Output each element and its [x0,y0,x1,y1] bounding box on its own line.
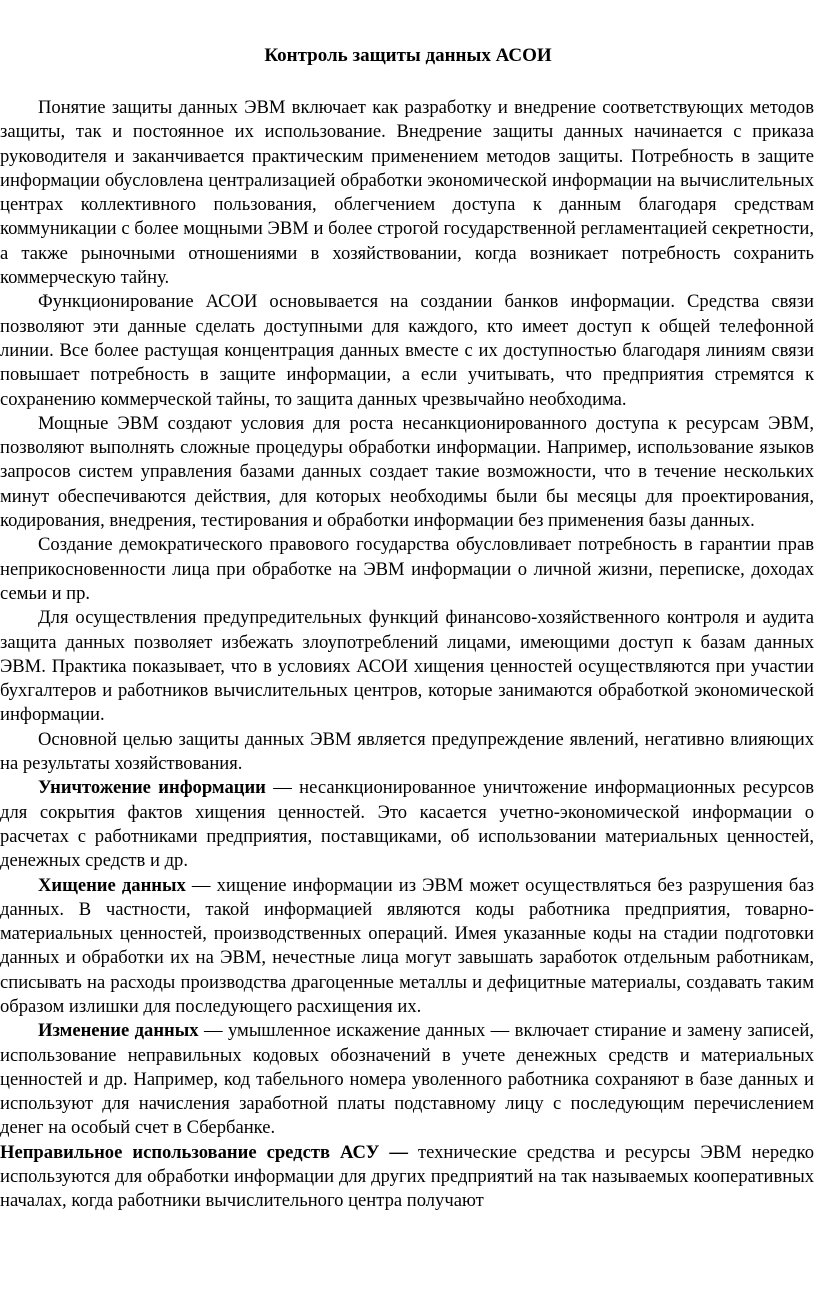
paragraph-democratic-state: Создание демократического правового государства обусловливает потребность в гарантии прав неприкосновенности лица при обработке на ЭВМ информации о личной жизни, переписке, доходах семьи и пр. [0,534,814,604]
document-body [0,96,814,1214]
paragraph-audit-control: Для осуществления предупредительных функций финансово-хозяйственного контроля и аудита защита данных позволяет избежать злоупотреблений лицами, имеющими доступ к базам данных ЭВМ. Практика показывает, что в условиях АСОИ хищения ценностей осуществляются при участии бухгалтеров и работников вычислительных центров, которые занимаются обработкой экономической информации. [0,607,814,726]
term-destruction: Уничтожение информации [38,777,266,799]
definition-destruction: — несанкционированное уничтожение информационных ресурсов для сокрытия фактов хищения ценностей. Это касается учетно-экономической информации о расчетах с работниками предприятия, поставщиками, об использовании материальных ценностей, денежных средств и др. [0,777,814,872]
paragraph-powerful-computers: Мощные ЭВМ создают условия для роста несанкционированного доступа к ресурсам ЭВМ, позволяют выполнять сложные процедуры обработки информации. Например, использование языков запросов систем управления базами данных создает такие возможности, что в течение нескольких минут обеспечиваются действия, для которых необходимы были бы месяцы для проектирования, кодирования, внедрения, тестирования и обработки информации без применения базы данных. [0,412,814,532]
paragraph-misuse [0,1141,814,1214]
paragraph-modification [0,1019,814,1140]
definition-modification: — умышленное искажение данных — включает стирание и замену записей, использование неправильных кодовых обозначений в учете денежных средств и материальных ценностей и др. Например, код табельного номера уволенного работника сохраняют в базе данных и используют для начисления заработной платы подставному лицу с последующим перечислением денег на особый счет в Сбербанке. [0,1020,814,1139]
term-modification: Изменение данных [38,1020,199,1042]
paragraph-information-banks: Функционирование АСОИ основывается на создании банков информации. Средства связи позволяют эти данные сделать доступными для каждого, кто имеет доступ к общей телефонной линии. Все более растущая концентрация данных вместе с их доступностью благодаря линиям связи повышает потребность в защите информации, а если учитывать, что предприятия стремятся к сохранению коммерческой тайны, то защита данных чрезвычайно необходима. [0,291,814,410]
document-title: Контроль защиты данных АСОИ [264,45,552,66]
term-misuse: Неправильное использование средств АСУ — [0,1141,408,1163]
paragraph-theft [0,874,814,1020]
paragraph-destruction [0,776,814,873]
paragraph-intro: Понятие защиты данных ЭВМ включает как разработку и внедрение соответствующих методов защиты, так и постоянное их использование. Внедрение защиты данных начинается с приказа руководителя и заканчивается практическим применением методов защиты. Потребность в защите информации обусловлена централизацией обработки экономической информации на вычислительных центрах коллективного пользования, облегчением доступа к данным благодаря средствам коммуникации с более мощными ЭВМ и более строгой государственной регламентацией секретности, а также рыночными отношениями в хозяйствовании, когда возникает потребность сохранить коммерческую тайну. [0,97,814,289]
definition-theft: — хищение информации из ЭВМ может осуществляться без разрушения баз данных. В частности, такой информацией являются коды работника предприятия, товарно-материальных ценностей, производственных операций. Имея указанные коды на стадии подготовки данных и обработки их на ЭВМ, нечестные лица могут завышать заработок отдельным работникам, списывать на расходы производства драгоценные металлы и дефицитные материалы, создавать таким образом излишки для последующего расхищения их. [0,874,814,1017]
paragraph-main-goal: Основной целью защиты данных ЭВМ является предупреждение явлений, негативно влияющих на результаты хозяйствования. [0,728,814,775]
definition-misuse: технические средства и ресурсы ЭВМ нередко используются для обработки информации для других предприятий на так называемых кооперативных началах, когда работники вычислительного центра получают [0,1141,814,1212]
term-theft: Хищение данных [38,874,186,896]
